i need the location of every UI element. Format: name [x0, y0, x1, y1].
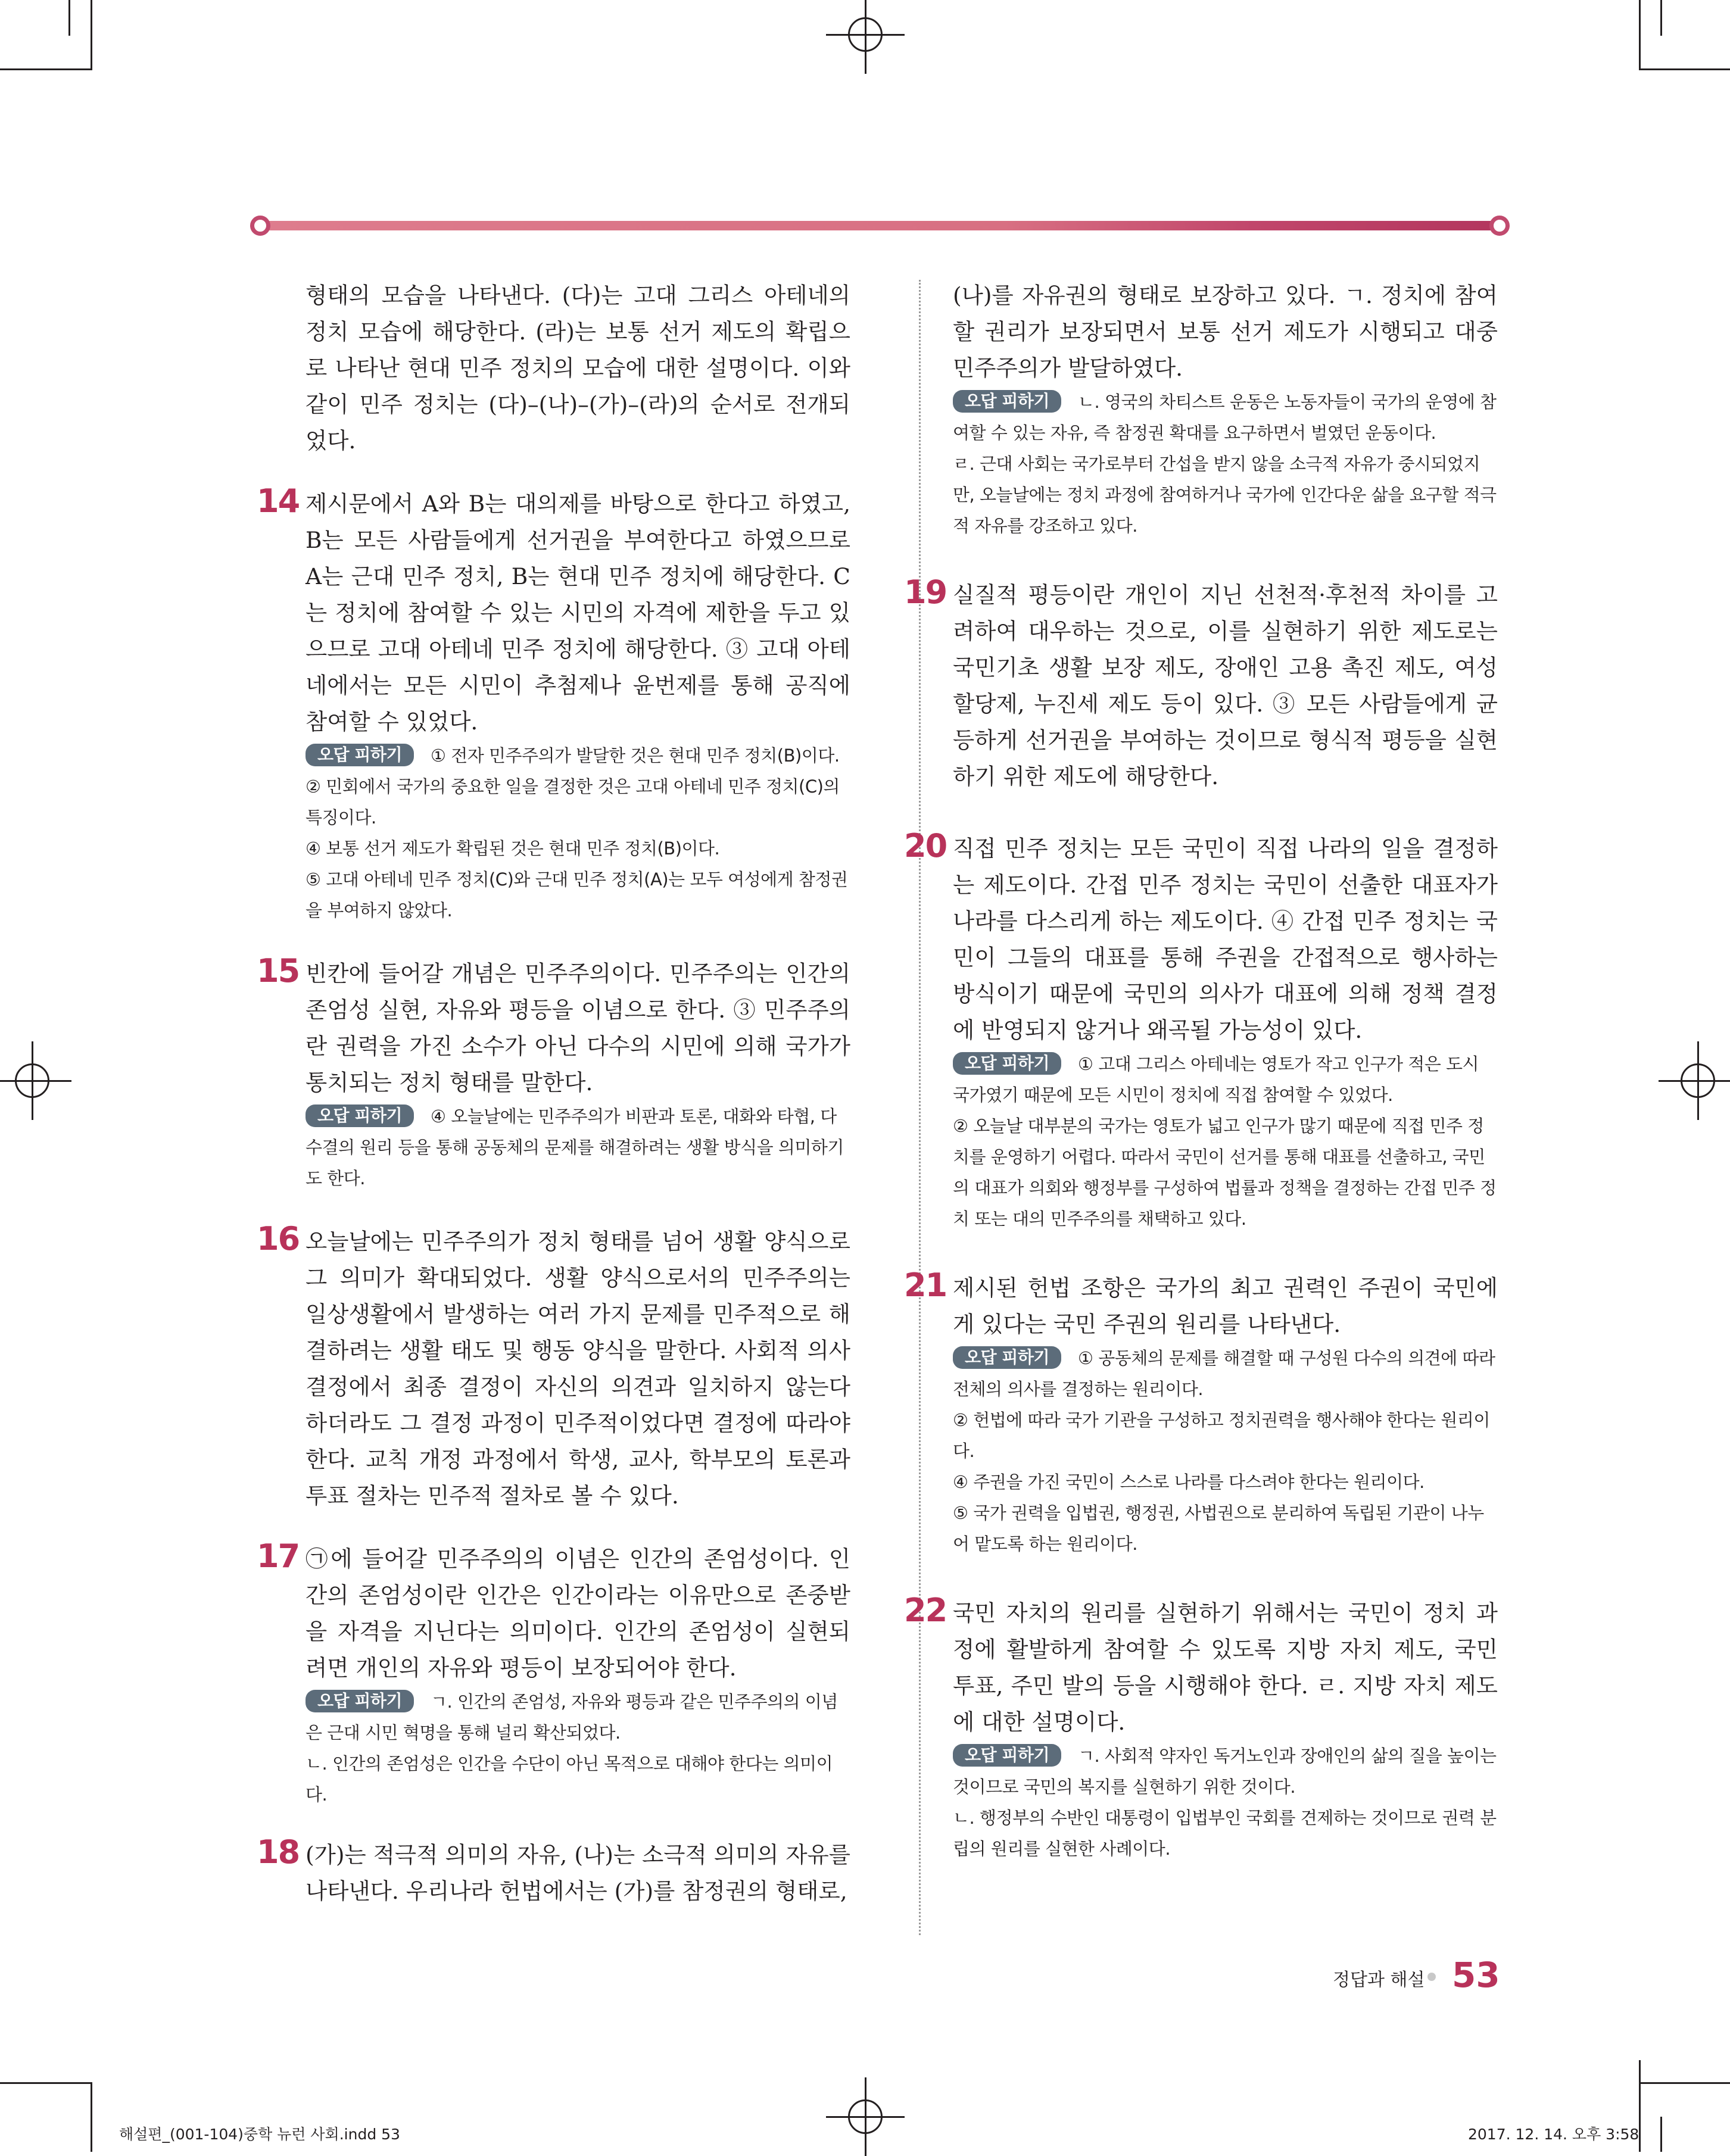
- note-line: ② 민회에서 국가의 중요한 일을 결정한 것은 고대 아테네 민주 정치(C)의 특징이다.: [306, 776, 840, 828]
- note-text: ① 고대 그리스 아테네는 영토가 작고 인구가 적은 도시 국가였기 때문에 모든 시민이 정치에 직접 참여할 수 있었다.: [953, 1054, 1479, 1105]
- note-text: ㄱ. 인간의 존엄성, 자유와 평등과 같은 민주주의의 이념은 근대 시민 혁명을 통해 널리 확산되었다.: [306, 1692, 838, 1743]
- crop-mark-tr-h: [1639, 68, 1730, 70]
- wrong-answer-badge: 오답 피하기: [306, 1690, 414, 1712]
- note-line: ④ 주권을 가진 국민이 스스로 나라를 다스려야 한다는 원리이다.: [953, 1472, 1424, 1492]
- registration-mark-bottom: [848, 2099, 883, 2134]
- wrong-answer-note: [953, 1049, 1498, 1110]
- question-number: 17: [257, 1537, 300, 1575]
- question-text: 빈칸에 들어갈 개념은 민주주의이다. 민주주의는 인간의 존엄성 실현, 자유와 평등을 이념으로 한다. ③ 민주주의란 권력을 가진 소수가 아닌 다수의 시민에 의해 국가가 통치되는 정치 형태를 말한다.: [306, 960, 850, 1096]
- question-number: 20: [904, 827, 947, 865]
- header-bar-left-cap: [250, 216, 270, 236]
- note-line: ② 헌법에 따라 국가 기관을 구성하고 정치권력을 행사해야 한다는 원리이다.: [953, 1410, 1490, 1461]
- question-text: 제시문에서 A와 B는 대의제를 바탕으로 한다고 하였고, B는 모든 사람들에게 선거권을 부여한다고 하였으므로 A는 근대 민주 정치, B는 현대 민주 정치에 해당한다. C는 정치에 참여할 수 있는 시민의 자격에 제한을 두고 있으므로 고대 아테네 민주 정치에 해당한다. ③ 고대 아테네에서는 모든 시민이 추첨제나 윤번제를 통해 공직에 참여할 수 있었다.: [306, 491, 850, 735]
- crop-mark-tl-v: [91, 0, 92, 70]
- question-19: [904, 573, 1498, 795]
- column-divider: [919, 280, 921, 1935]
- crop-mark-br-v: [1639, 2060, 1641, 2152]
- crop-mark-tl-v2: [68, 0, 70, 36]
- question-20: [904, 827, 1498, 1234]
- question-number: 21: [904, 1266, 947, 1304]
- question-number: 22: [904, 1592, 947, 1629]
- note-line: ㄴ. 인간의 존엄성은 인간을 수단이 아닌 목적으로 대해야 한다는 의미이다.: [306, 1753, 833, 1805]
- wrong-answer-note: [953, 386, 1498, 448]
- question-21: [904, 1266, 1498, 1559]
- note-line: ⑤ 국가 권력을 입법권, 행정권, 사법권으로 분리하여 독립된 기관이 나누어 맡도록 하는 원리이다.: [953, 1503, 1484, 1554]
- question-number: 15: [257, 952, 300, 990]
- note-line: ㄴ. 행정부의 수반인 대통령이 입법부인 국회를 견제하는 것이므로 권력 분립의 원리를 실현한 사례이다.: [953, 1808, 1497, 1859]
- crop-mark-tl-h: [0, 68, 91, 70]
- question-18-continued: [953, 277, 1498, 541]
- question-22: [904, 1592, 1498, 1864]
- wrong-answer-note: [953, 1740, 1498, 1802]
- crop-mark-bl-h: [0, 2082, 91, 2084]
- wrong-answer-badge: 오답 피하기: [953, 1346, 1061, 1369]
- crop-mark-br-v2: [1660, 2117, 1662, 2152]
- wrong-answer-note: [306, 1686, 850, 1748]
- crop-mark-bl-v: [91, 2082, 92, 2152]
- left-intro-text: 형태의 모습을 나타낸다. (다)는 고대 그리스 아테네의 정치 모습에 해당한다. (라)는 보통 선거 제도의 확립으로 나타난 현대 민주 정치의 모습에 대한 설명이다. 이와 같이 민주 정치는 (다)–(나)–(가)–(라)의 순서로 전개되었다.: [306, 282, 850, 454]
- note-line: ㄹ. 근대 사회는 국가로부터 간섭을 받지 않을 소극적 자유가 중시되었지만, 오늘날에는 정치 과정에 참여하거나 국가에 인간다운 삶을 요구할 적극적 자유를 강조하고 있다.: [953, 454, 1497, 536]
- question-number: 16: [257, 1220, 300, 1258]
- left-column: [257, 277, 850, 1909]
- wrong-answer-note: [306, 1101, 850, 1194]
- question-17: [257, 1537, 850, 1810]
- right-column: [904, 277, 1498, 1864]
- wrong-answer-badge: 오답 피하기: [306, 1104, 414, 1127]
- crop-mark-br-h: [1639, 2082, 1730, 2084]
- question-number: 14: [257, 482, 300, 520]
- page-number: 53: [1452, 1955, 1500, 1995]
- note-text: ㄴ. 영국의 차티스트 운동은 노동자들이 국가의 운영에 참여할 수 있는 자유, 즉 참정권 확대를 요구하면서 벌였던 운동이다.: [953, 392, 1497, 443]
- question-text: 국민 자치의 원리를 실현하기 위해서는 국민이 정치 과정에 활발하게 참여할 수 있도록 지방 자치 제도, 국민 투표, 주민 발의 등을 시행해야 한다. ㄹ. 지방 자치 제도에 대한 설명이다.: [953, 1600, 1498, 1735]
- question-text: (나)를 자유권의 형태로 보장하고 있다. ㄱ. 정치에 참여할 권리가 보장되면서 보통 선거 제도가 시행되고 대중 민주주의가 발달하였다.: [953, 282, 1498, 381]
- question-18: [257, 1833, 850, 1909]
- wrong-answer-badge: 오답 피하기: [306, 744, 414, 766]
- footer-dot: [1427, 1973, 1436, 1981]
- footer-section-label: 정답과 해설: [1333, 1970, 1425, 1990]
- question-14: [257, 482, 850, 926]
- registration-mark-right: [1681, 1063, 1715, 1098]
- note-text: ① 전자 민주주의가 발달한 것은 현대 민주 정치(B)이다.: [431, 745, 840, 766]
- crop-mark-tr-v: [1639, 0, 1641, 70]
- crop-mark-tr-v2: [1660, 0, 1662, 36]
- question-text: 제시된 헌법 조항은 국가의 최고 권력인 주권이 국민에게 있다는 국민 주권의 원리를 나타낸다.: [953, 1275, 1498, 1337]
- wrong-answer-badge: 오답 피하기: [953, 390, 1061, 413]
- question-number: 18: [257, 1833, 300, 1871]
- header-bar-right-cap: [1489, 216, 1510, 236]
- question-text: (가)는 적극적 의미의 자유, (나)는 소극적 의미의 자유를 나타낸다. 우리나라 헌법에서는 (가)를 참정권의 형태로,: [306, 1842, 850, 1904]
- note-text: ① 공동체의 문제를 해결할 때 구성원 다수의 의견에 따라 전체의 의사를 결정하는 원리이다.: [953, 1348, 1495, 1399]
- question-16: [257, 1220, 850, 1514]
- registration-mark-left: [15, 1063, 49, 1098]
- question-text: ㉠에 들어갈 민주주의의 이념은 인간의 존엄성이다. 인간의 존엄성이란 인간은 인간이라는 이유만으로 존중받을 자격을 지닌다는 의미이다. 인간의 존엄성이 실현되려면 개인의 자유와 평등이 보장되어야 한다.: [306, 1546, 850, 1681]
- print-timestamp: 2017. 12. 14. 오후 3:58: [1468, 2126, 1639, 2143]
- question-text: 오늘날에는 민주주의가 정치 형태를 넘어 생활 양식으로 그 의미가 확대되었다. 생활 양식으로서의 민주주의는 일상생활에서 발생하는 여러 가지 문제를 민주적으로 해결하려는 생활 태도 및 행동 양식을 말한다. 사회적 의사 결정에서 최종 결정이 자신의 의견과 일치하지 않는다 하더라도 그 결정 과정이 민주적이었다면 결정에 따라야 한다. 교칙 개정 과정에서 학생, 교사, 학부모의 토론과 투표 절차는 민주적 절차로 볼 수 있다.: [306, 1228, 850, 1509]
- question-text: 실질적 평등이란 개인이 지닌 선천적·후천적 차이를 고려하여 대우하는 것으로, 이를 실현하기 위한 제도로는 국민기초 생활 보장 제도, 장애인 고용 촉진 제도, 여성 할당제, 누진세 제도 등이 있다. ③ 모든 사람들에게 균등하게 선거권을 부여하는 것이므로 형식적 평등을 실현하기 위한 제도에 해당한다.: [953, 582, 1498, 790]
- registration-mark-top: [848, 17, 883, 52]
- question-text: 직접 민주 정치는 모든 국민이 직접 나라의 일을 결정하는 제도이다. 간접 민주 정치는 국민이 선출한 대표자가 나라를 다스리게 하는 제도이다. ④ 간접 민주 정치는 국민이 그들의 대표를 통해 주권을 간접적으로 행사하는 방식이기 때문에 국민의 의사가 대표에 의해 정책 결정에 반영되지 않거나 왜곡될 가능성이 있다.: [953, 835, 1498, 1043]
- wrong-answer-badge: 오답 피하기: [953, 1744, 1061, 1767]
- file-slug: 해설편_(001-104)중학 뉴런 사회.indd 53: [119, 2126, 400, 2143]
- note-line: ④ 보통 선거 제도가 확립된 것은 현대 민주 정치(B)이다.: [306, 838, 720, 859]
- note-text: ㄱ. 사회적 약자인 독거노인과 장애인의 삶의 질을 높이는 것이므로 국민의 복지를 실현하기 위한 것이다.: [953, 1746, 1497, 1797]
- wrong-answer-badge: 오답 피하기: [953, 1052, 1061, 1075]
- wrong-answer-note: [953, 1343, 1498, 1405]
- note-text: ④ 오늘날에는 민주주의가 비판과 토론, 대화와 타협, 다수결의 원리 등을 통해 공동체의 문제를 해결하려는 생활 방식을 의미하기도 한다.: [306, 1106, 844, 1188]
- question-15: [257, 952, 850, 1194]
- header-bar: [262, 221, 1501, 230]
- question-number: 19: [904, 573, 947, 611]
- wrong-answer-note: [306, 740, 850, 771]
- note-line: ② 오늘날 대부분의 국가는 영토가 넓고 인구가 많기 때문에 직접 민주 정치를 운영하기 어렵다. 따라서 국민이 선거를 통해 대표를 선출하고, 국민의 대표가 의회와 행정부를 구성하여 법률과 정책을 결정하는 간접 민주 정치 또는 대의 민주주의를 채택하고 있다.: [953, 1116, 1497, 1229]
- note-line: ⑤ 고대 아테네 민주 정치(C)와 근대 민주 정치(A)는 모두 여성에게 참정권을 부여하지 않았다.: [306, 869, 848, 921]
